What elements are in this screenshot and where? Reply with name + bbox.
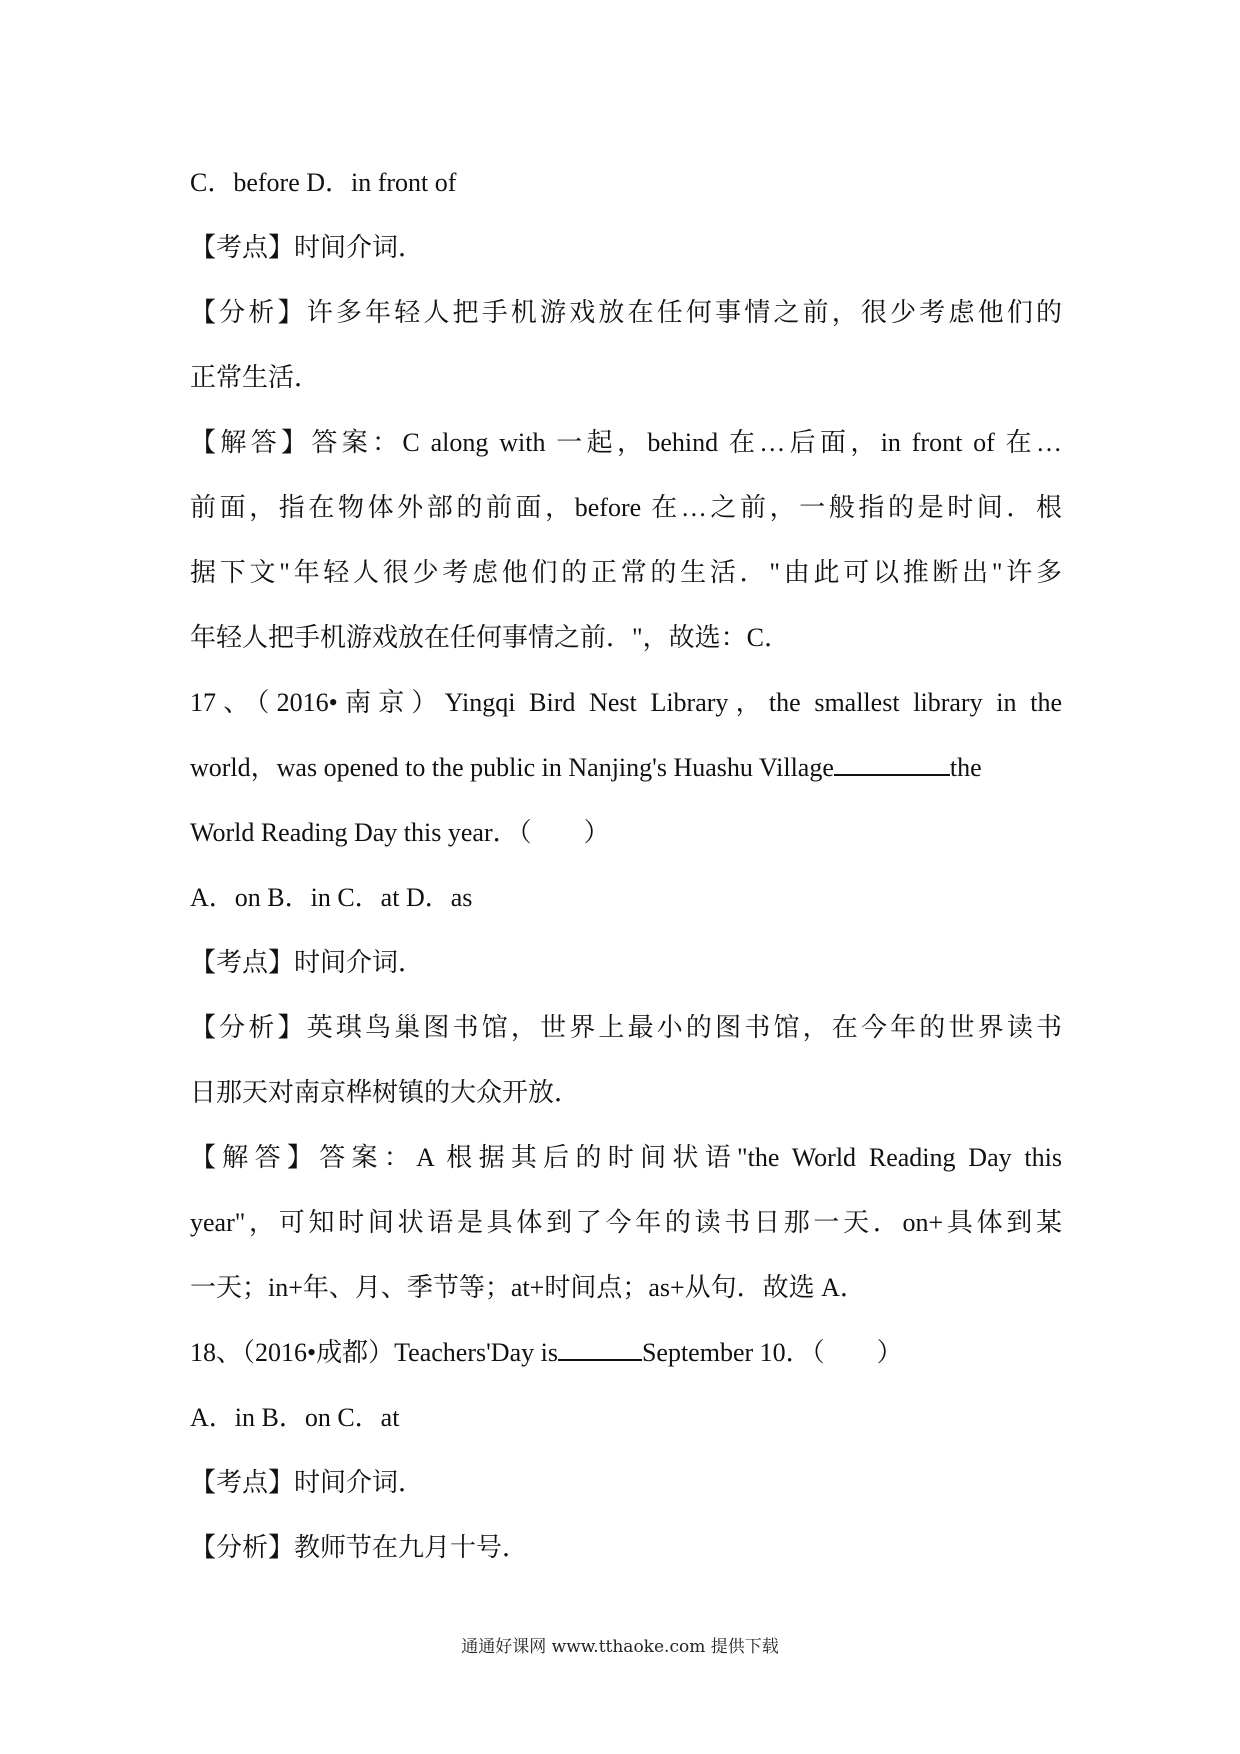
q17-stem-line2-after-blank: the (949, 753, 982, 782)
q18-stem-after-blank: September 10．（ ） (641, 1338, 903, 1367)
q17-stem-line3: World Reading Day this year．（ ） (190, 818, 610, 847)
q17-analysis-line2: 日那天对南京桦树镇的大众开放． (190, 1078, 581, 1107)
page-footer: 通通好课网 www.tthaoke.com 提供下载 (461, 1637, 779, 1657)
q18-analysis: 【分析】教师节在九月十号． (190, 1533, 529, 1562)
q16-options-cd: C．before D．in front of (190, 168, 457, 197)
q17-answer-line3: 一天；in+年、月、季节等；at+时间点；as+从句．故选 A． (190, 1273, 866, 1302)
q16-topic: 【考点】时间介词． (190, 233, 425, 262)
q16-analysis-line1: 【分析】许多年轻人把手机游戏放在任何事情之前，很少考虑他们的 (190, 298, 1062, 327)
q17-stem-line2 (190, 735, 1062, 800)
q16-answer-line3: 据下文"年轻人很少考虑他们的正常的生活．"由此可以推断出"许多 (190, 558, 1062, 587)
q18-options: A．in B．on C．at (190, 1403, 400, 1432)
q17-analysis-line1: 【分析】英琪鸟巢图书馆，世界上最小的图书馆，在今年的世界读书 (190, 1013, 1062, 1042)
q16-answer-line1: 【解答】答案：C along with 一起，behind 在…后面，in front of 在… (190, 428, 1062, 457)
q18-stem-before-blank: 18、（2016•成都）Teachers'Day is (190, 1338, 558, 1367)
q17-topic: 【考点】时间介词． (190, 948, 425, 977)
q17-stem-line2-before-blank: world，was opened to the public in Nanjing's Huashu Village (190, 753, 834, 782)
q18-topic: 【考点】时间介词． (190, 1468, 425, 1497)
q18-stem (190, 1320, 1062, 1385)
q17-answer-line1: 【解答】答案：A 根据其后的时间状语"the World Reading Day this (190, 1143, 1062, 1172)
q16-answer-line2: 前面，指在物体外部的前面，before 在…之前，一般指的是时间．根 (190, 493, 1062, 522)
q17-stem-line1: 17、（2016•南京）Yingqi Bird Nest Library，the smallest library in the (190, 688, 1062, 717)
document-body (190, 150, 1062, 1580)
q17-options: A．on B．in C．at D．as (190, 883, 473, 912)
q17-answer-line2: year"，可知时间状语是具体到了今年的读书日那一天．on+具体到某 (190, 1208, 1062, 1237)
q18-answer-blank (558, 1337, 642, 1361)
q16-answer-line4: 年轻人把手机游戏放在任何事情之前．"，故选：C． (190, 623, 790, 652)
q16-analysis-line2: 正常生活． (190, 363, 321, 392)
q17-answer-blank (834, 752, 950, 776)
